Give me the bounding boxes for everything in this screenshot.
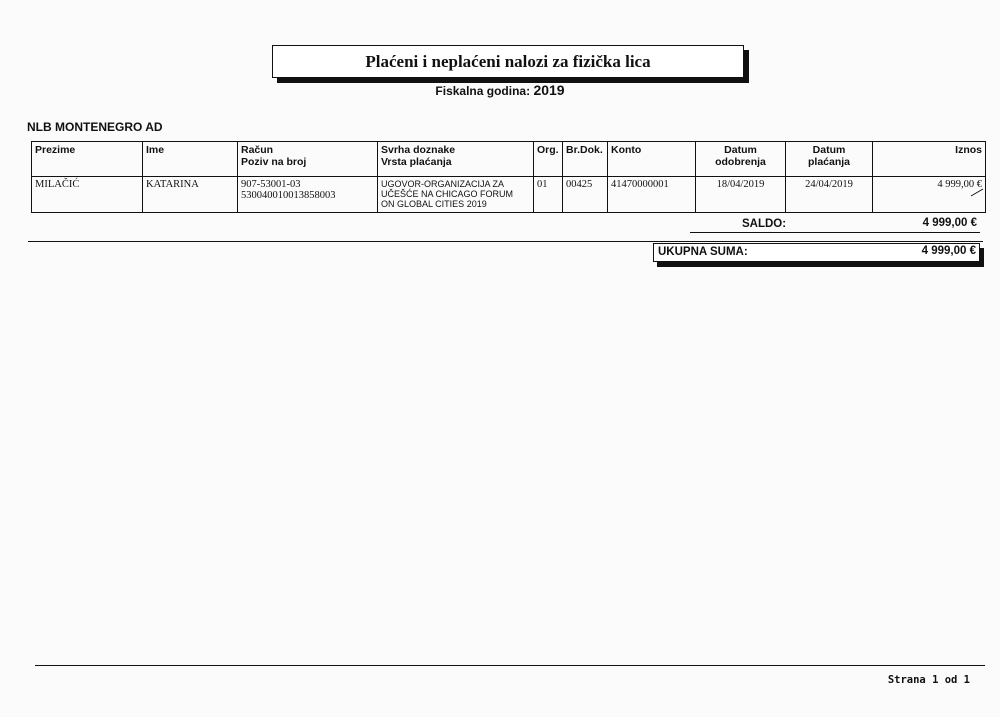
cell-svrha-line3: ON GLOBAL CITIES 2019 xyxy=(381,199,487,209)
col-konto: Konto xyxy=(608,142,696,177)
col-brdok: Br.Dok. xyxy=(563,142,608,177)
cell-svrha-line1: UGOVOR-ORGANIZACIJA ZA xyxy=(381,179,505,189)
total-box xyxy=(653,243,980,262)
col-racun-label: Račun xyxy=(241,144,274,156)
col-datum-odobrenja xyxy=(696,142,786,177)
report-title: Plaćeni i neplaćeni nalozi za fizička lica xyxy=(272,45,744,78)
cell-svrha-line2: UČEŠĆE NA CHICAGO FORUM xyxy=(381,189,514,199)
cell-datum-placanja: 24/04/2019 xyxy=(786,177,873,213)
fiscal-year-line xyxy=(0,82,1000,98)
bank-name: NLB MONTENEGRO AD xyxy=(27,120,163,134)
total-value: 4 999,00 € xyxy=(921,245,976,257)
col-placanja-line1: Datum xyxy=(812,144,846,156)
col-svrha xyxy=(378,142,534,177)
fiscal-year-value: 2019 xyxy=(533,82,565,98)
cell-datum-odobrenja: 18/04/2019 xyxy=(696,177,786,213)
cell-konto: 41470000001 xyxy=(608,177,696,213)
section-divider xyxy=(28,241,983,242)
cell-svrha xyxy=(378,177,534,213)
col-odobrenja-line2: odobrenja xyxy=(715,156,766,168)
col-prezime: Prezime xyxy=(32,142,143,177)
cell-racun-value: 907-53001-03 xyxy=(241,179,301,190)
col-datum-placanja xyxy=(786,142,873,177)
fiscal-year-label: Fiskalna godina: xyxy=(435,84,531,98)
col-poziv-label: Poziv na broj xyxy=(241,156,307,168)
saldo-value: 4 999,00 € xyxy=(922,217,977,229)
col-odobrenja-line1: Datum xyxy=(724,144,757,156)
footer-divider xyxy=(35,665,985,666)
saldo-label: SALDO: xyxy=(742,218,787,230)
col-ime: Ime xyxy=(143,142,238,177)
page-number: Strana 1 od 1 xyxy=(887,674,970,686)
col-iznos: Iznos xyxy=(873,142,986,177)
col-racun xyxy=(238,142,378,177)
check-mark-icon xyxy=(970,187,984,197)
col-placanja-line2: plaćanja xyxy=(807,156,851,168)
col-svrha-label: Svrha doznake xyxy=(381,144,456,156)
cell-prezime: MILAČIĆ xyxy=(32,177,143,213)
col-org: Org. xyxy=(534,142,563,177)
col-vrsta-label: Vrsta plaćanja xyxy=(381,156,452,168)
cell-ime: KATARINA xyxy=(143,177,238,213)
cell-poziv-value: 530040010013858003 xyxy=(241,190,336,201)
cell-brdok: 00425 xyxy=(563,177,608,213)
cell-racun xyxy=(238,177,378,213)
cell-org: 01 xyxy=(534,177,563,213)
cell-iznos: 4 999,00 € xyxy=(873,177,986,213)
total-label: UKUPNA SUMA: xyxy=(658,246,748,258)
table-header-row xyxy=(32,142,986,177)
saldo-underline xyxy=(690,232,980,233)
table-row xyxy=(32,177,986,213)
payments-table xyxy=(31,141,986,213)
